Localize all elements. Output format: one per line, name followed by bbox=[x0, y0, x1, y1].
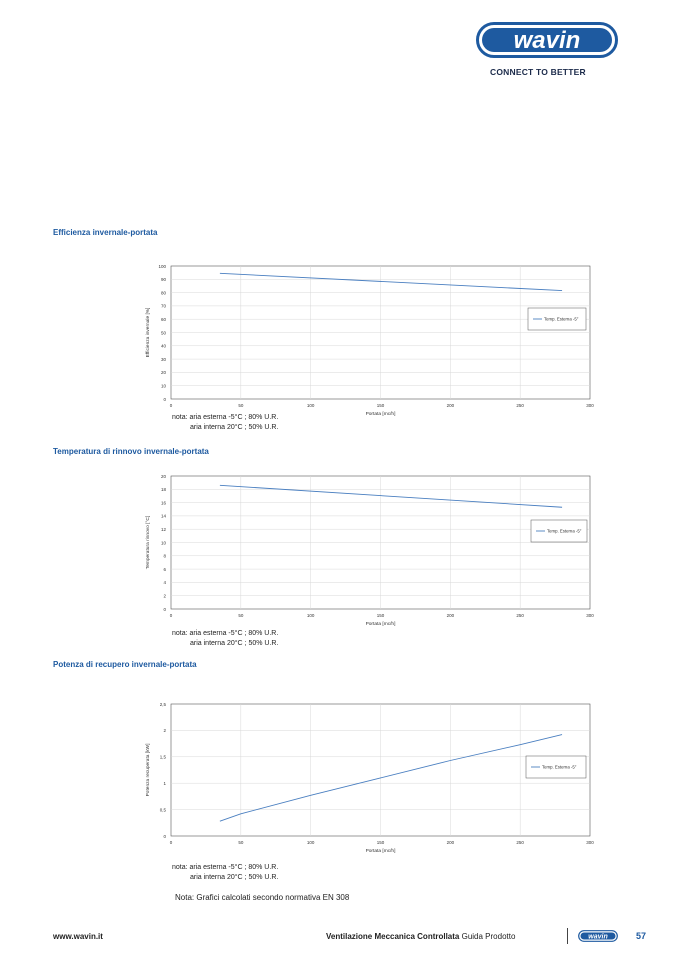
doc-title: Ventilazione Meccanica Controllata bbox=[326, 932, 460, 941]
note-temperatura bbox=[172, 629, 278, 648]
y-tick-label: 0 bbox=[163, 606, 166, 612]
y-tick-label: 12 bbox=[160, 527, 166, 532]
y-tick-label: 20 bbox=[160, 473, 166, 479]
note-line-2: aria interna 20°C ; 50% U.R. bbox=[190, 639, 279, 647]
y-tick-label: 6 bbox=[163, 566, 166, 572]
x-tick-label: 150 bbox=[376, 613, 385, 618]
x-tick-label: 50 bbox=[238, 840, 244, 845]
y-tick-label: 1,5 bbox=[159, 754, 166, 760]
note-line-2: aria interna 20°C ; 50% U.R. bbox=[190, 873, 279, 881]
y-tick-label: 90 bbox=[160, 277, 166, 283]
x-tick-label: 150 bbox=[376, 840, 385, 845]
y-tick-label: 70 bbox=[160, 303, 166, 309]
y-tick-label: 0,5 bbox=[159, 807, 166, 813]
y-tick-label: 2 bbox=[163, 593, 166, 599]
doc-subtitle: Guida Prodotto bbox=[461, 932, 516, 941]
y-tick-label: 14 bbox=[160, 513, 166, 519]
x-tick-label: 0 bbox=[169, 403, 173, 408]
y-tick-label: 18 bbox=[160, 487, 166, 493]
y-tick-label: 0 bbox=[163, 396, 166, 402]
note-potenza bbox=[172, 863, 278, 882]
x-tick-label: 100 bbox=[306, 613, 315, 618]
footer-divider bbox=[567, 928, 568, 944]
y-axis-label: Potenza recuperata [kW] bbox=[146, 743, 151, 797]
legend-label: Temp. Esterna -5° bbox=[544, 316, 579, 322]
y-tick-label: 10 bbox=[160, 540, 166, 546]
chart-efficienza bbox=[140, 258, 600, 418]
y-axis-label: Efficienza invernale [%] bbox=[146, 307, 151, 358]
y-tick-label: 0 bbox=[163, 833, 166, 839]
section-title-temperatura: Temperatura di rinnovo invernale-portata bbox=[53, 447, 209, 456]
brand-tagline: CONNECT TO BETTER bbox=[490, 67, 586, 77]
page-number: 57 bbox=[636, 931, 647, 941]
x-tick-label: 300 bbox=[586, 613, 594, 618]
y-tick-label: 4 bbox=[163, 580, 166, 586]
chart-temperatura bbox=[140, 468, 600, 628]
chart-potenza bbox=[140, 696, 600, 858]
note-line-2: aria interna 20°C ; 50% U.R. bbox=[190, 423, 279, 431]
y-tick-label: 100 bbox=[158, 263, 166, 269]
section-title-potenza: Potenza di recupero invernale-portata bbox=[53, 660, 197, 669]
x-tick-label: 0 bbox=[169, 613, 173, 618]
y-tick-label: 80 bbox=[160, 290, 166, 296]
legend-label: Temp. Esterna -5° bbox=[542, 764, 577, 770]
x-tick-label: 300 bbox=[586, 403, 594, 408]
y-tick-label: 8 bbox=[163, 553, 166, 559]
footer-wavin-logo bbox=[578, 930, 618, 942]
footer-website[interactable]: www.wavin.it bbox=[53, 932, 103, 941]
wavin-logo bbox=[476, 22, 618, 58]
x-tick-label: 250 bbox=[516, 840, 524, 845]
x-tick-label: 250 bbox=[516, 403, 524, 408]
section-title-efficienza: Efficienza invernale-portata bbox=[53, 228, 158, 237]
x-tick-label: 200 bbox=[446, 840, 455, 845]
footer-doc-title bbox=[326, 932, 515, 941]
x-tick-label: 150 bbox=[376, 403, 385, 408]
y-tick-label: 50 bbox=[160, 330, 166, 336]
y-tick-label: 20 bbox=[160, 370, 166, 376]
x-tick-label: 300 bbox=[586, 840, 594, 845]
y-axis-label: Temperatura rinnovo [°C] bbox=[146, 515, 151, 570]
note-line-1: nota: aria esterna -5°C ; 80% U.R. bbox=[172, 864, 279, 871]
x-tick-label: 250 bbox=[516, 613, 524, 618]
legend-label: Temp. Esterna -5° bbox=[547, 528, 582, 534]
note-line-1: nota: aria esterna -5°C ; 80% U.R. bbox=[172, 414, 279, 421]
x-tick-label: 200 bbox=[446, 613, 455, 618]
footer-logo-text: wavin bbox=[588, 933, 608, 941]
y-tick-label: 10 bbox=[160, 383, 166, 389]
x-tick-label: 200 bbox=[446, 403, 455, 408]
logo-text: wavin bbox=[513, 27, 581, 54]
x-tick-label: 100 bbox=[306, 403, 315, 408]
y-tick-label: 1 bbox=[163, 781, 166, 786]
x-tick-label: 50 bbox=[238, 613, 244, 618]
y-tick-label: 16 bbox=[160, 500, 166, 506]
y-tick-label: 60 bbox=[160, 317, 166, 322]
note-efficienza bbox=[172, 413, 278, 432]
x-axis-label: Portata [mc/h] bbox=[365, 622, 396, 627]
x-tick-label: 50 bbox=[238, 403, 244, 408]
y-tick-label: 30 bbox=[160, 356, 166, 362]
x-axis-label: Portata [mc/h] bbox=[365, 849, 396, 854]
footnote: Nota: Grafici calcolati secondo normativa EN 308 bbox=[175, 893, 350, 902]
x-tick-label: 0 bbox=[169, 840, 173, 845]
note-line-1: nota: aria esterna -5°C ; 80% U.R. bbox=[172, 630, 279, 637]
y-tick-label: 2,5 bbox=[159, 701, 166, 707]
y-tick-label: 40 bbox=[160, 343, 166, 349]
x-axis-label: Portata [mc/h] bbox=[365, 412, 396, 417]
y-tick-label: 2 bbox=[163, 728, 166, 734]
x-tick-label: 100 bbox=[306, 840, 315, 845]
